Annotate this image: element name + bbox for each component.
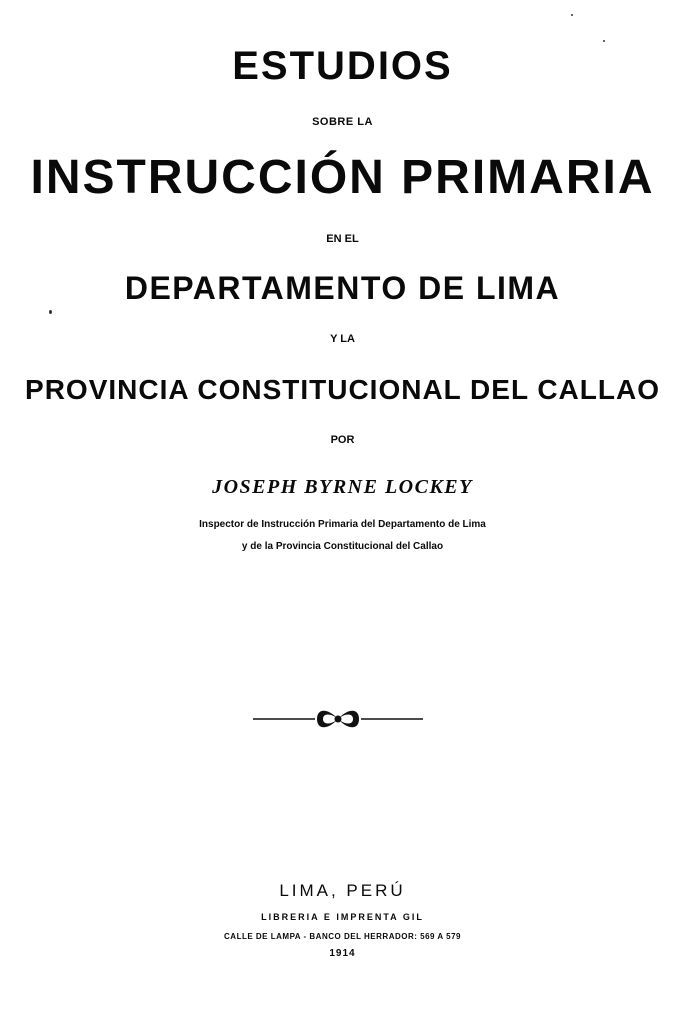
author-role-line-2: y de la Provincia Constitucional del Callao [241,541,444,552]
connector-sobre-la: SOBRE LA [312,116,373,128]
bow-ornament-icon [253,706,423,732]
ink-speck [603,40,605,42]
imprint-year: 1914 [329,948,356,959]
imprint-place: LIMA, PERÚ [279,881,406,900]
title-departamento: DEPARTAMENTO DE LIMA [124,270,561,306]
ink-speck [571,14,573,16]
title-instruccion-primaria: INSTRUCCIÓN PRIMARIA [30,151,655,204]
connector-en-el: EN EL [326,233,359,245]
author-role-line-1: Inspector de Instrucción Primaria del Departamento de Lima [199,519,486,530]
title-provincia: PROVINCIA CONSTITUCIONAL DEL CALLAO [25,374,660,405]
connector-y-la: Y LA [330,333,355,345]
imprint-publisher: LIBRERIA E IMPRENTA GIL [261,912,424,922]
author-name: JOSEPH BYRNE LOCKEY [212,476,473,498]
imprint-address: CALLE DE LAMPA - BANCO DEL HERRADOR: 569 A 579 [224,932,461,941]
connector-por: POR [330,434,355,446]
ink-speck [49,310,52,314]
title-main: ESTUDIOS [232,44,453,88]
